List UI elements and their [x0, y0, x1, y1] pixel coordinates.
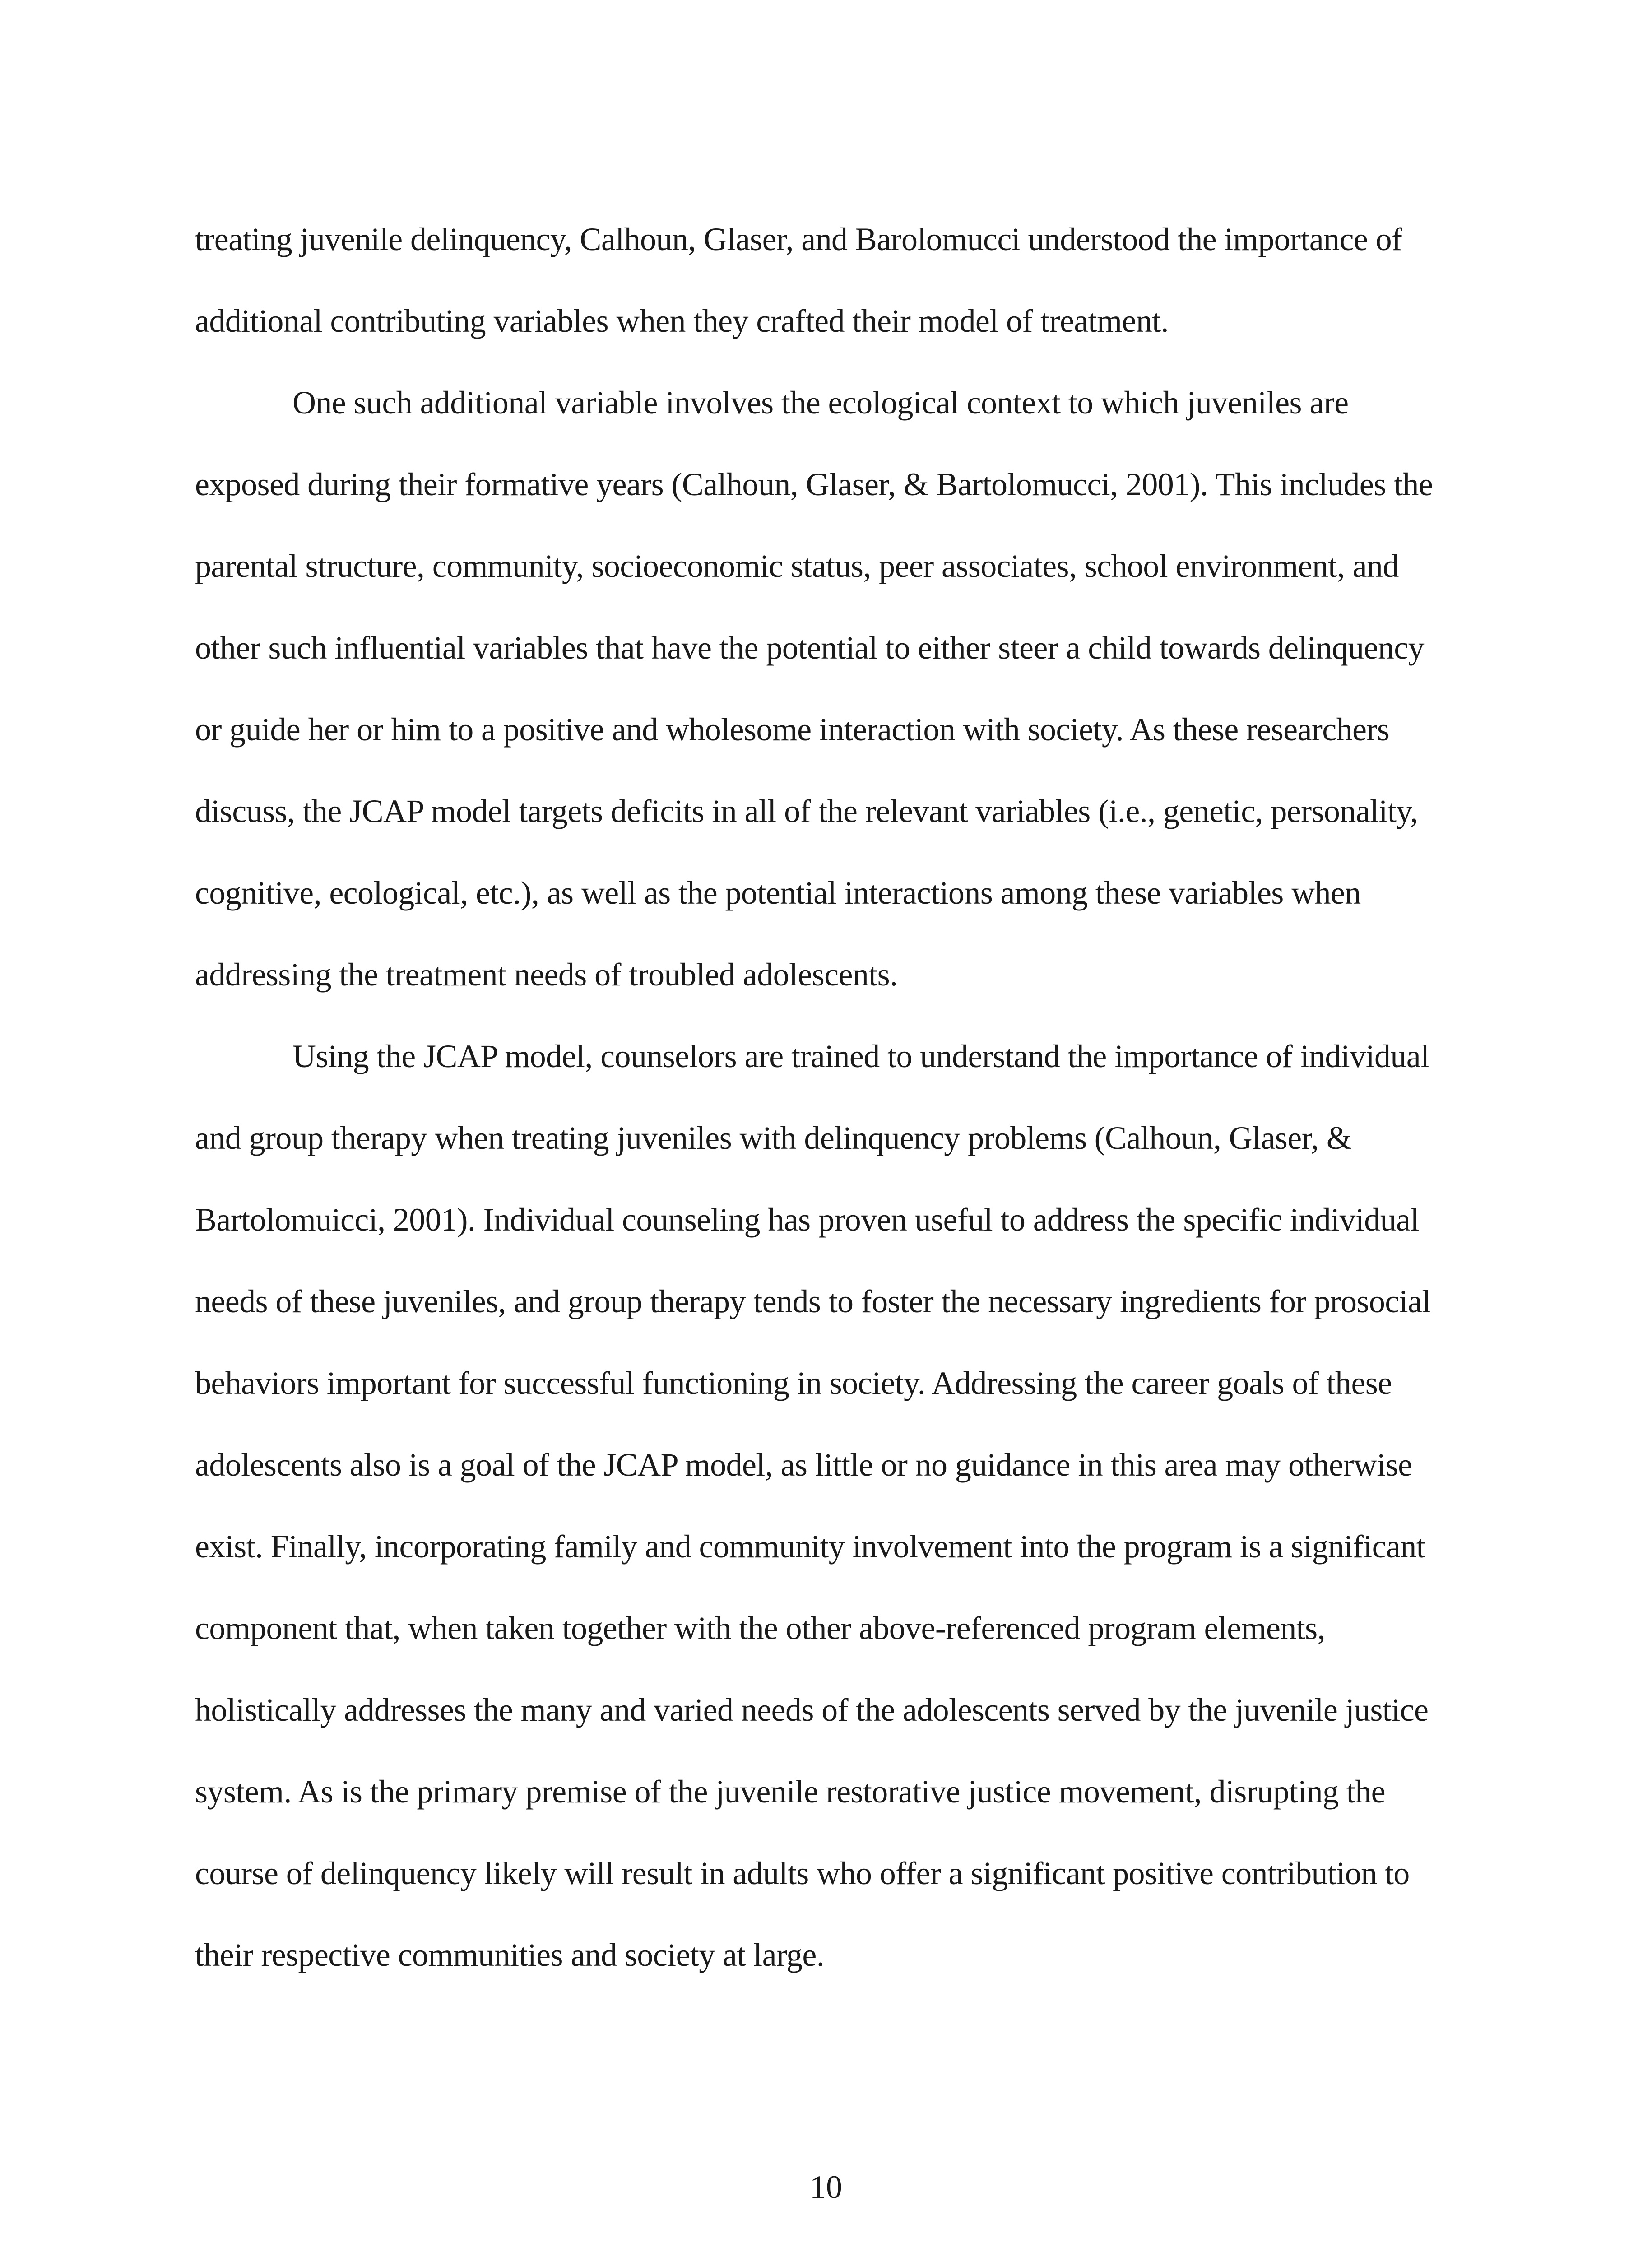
page-number: 10	[810, 2169, 842, 2205]
text-line: treating juvenile delinquency, Calhoun, Glaser, and Barolomucci understood the importance of	[195, 221, 1402, 257]
text-line: parental structure, community, socioeconomic status, peer associates, school environment, and	[195, 548, 1399, 584]
text-line: exist. Finally, incorporating family and community involvement into the program is a significant	[195, 1528, 1425, 1565]
text-line: other such influential variables that have the potential to either steer a child towards delinquency	[195, 630, 1425, 666]
text-line: Bartolomuicci, 2001). Individual counseling has proven useful to address the specific individual	[195, 1202, 1419, 1238]
text-line: course of delinquency likely will result in adults who offer a significant positive contribution to	[195, 1855, 1410, 1891]
text-line: discuss, the JCAP model targets deficits in all of the relevant variables (i.e., genetic, personality,	[195, 793, 1418, 829]
text-line: addressing the treatment needs of troubled adolescents.	[195, 957, 898, 993]
text-line: adolescents also is a goal of the JCAP model, as little or no guidance in this area may otherwise	[195, 1447, 1412, 1483]
paragraph-first-line: One such additional variable involves the ecological context to which juveniles are	[292, 385, 1349, 421]
text-line: behaviors important for successful functioning in society. Addressing the career goals of these	[195, 1365, 1392, 1401]
body-text	[195, 199, 1468, 1996]
text-line: needs of these juveniles, and group therapy tends to foster the necessary ingredients for prosocial	[195, 1283, 1431, 1319]
text-line: their respective communities and society at large.	[195, 1937, 825, 1973]
text-line: cognitive, ecological, etc.), as well as the potential interactions among these variables when	[195, 875, 1361, 911]
text-line: component that, when taken together with the other above-referenced program elements,	[195, 1610, 1325, 1646]
text-line: and group therapy when treating juveniles with delinquency problems (Calhoun, Glaser, &	[195, 1120, 1352, 1156]
text-line: holistically addresses the many and varied needs of the adolescents served by the juvenile justice	[195, 1692, 1429, 1728]
text-line: or guide her or him to a positive and wholesome interaction with society. As these researchers	[195, 711, 1390, 748]
text-line: system. As is the primary premise of the juvenile restorative justice movement, disrupting the	[195, 1774, 1386, 1810]
text-line: additional contributing variables when they crafted their model of treatment.	[195, 303, 1169, 339]
paragraph-first-line: Using the JCAP model, counselors are trained to understand the importance of individual	[292, 1038, 1429, 1074]
text-line: exposed during their formative years (Calhoun, Glaser, & Bartolomucci, 2001). This includes the	[195, 466, 1433, 502]
